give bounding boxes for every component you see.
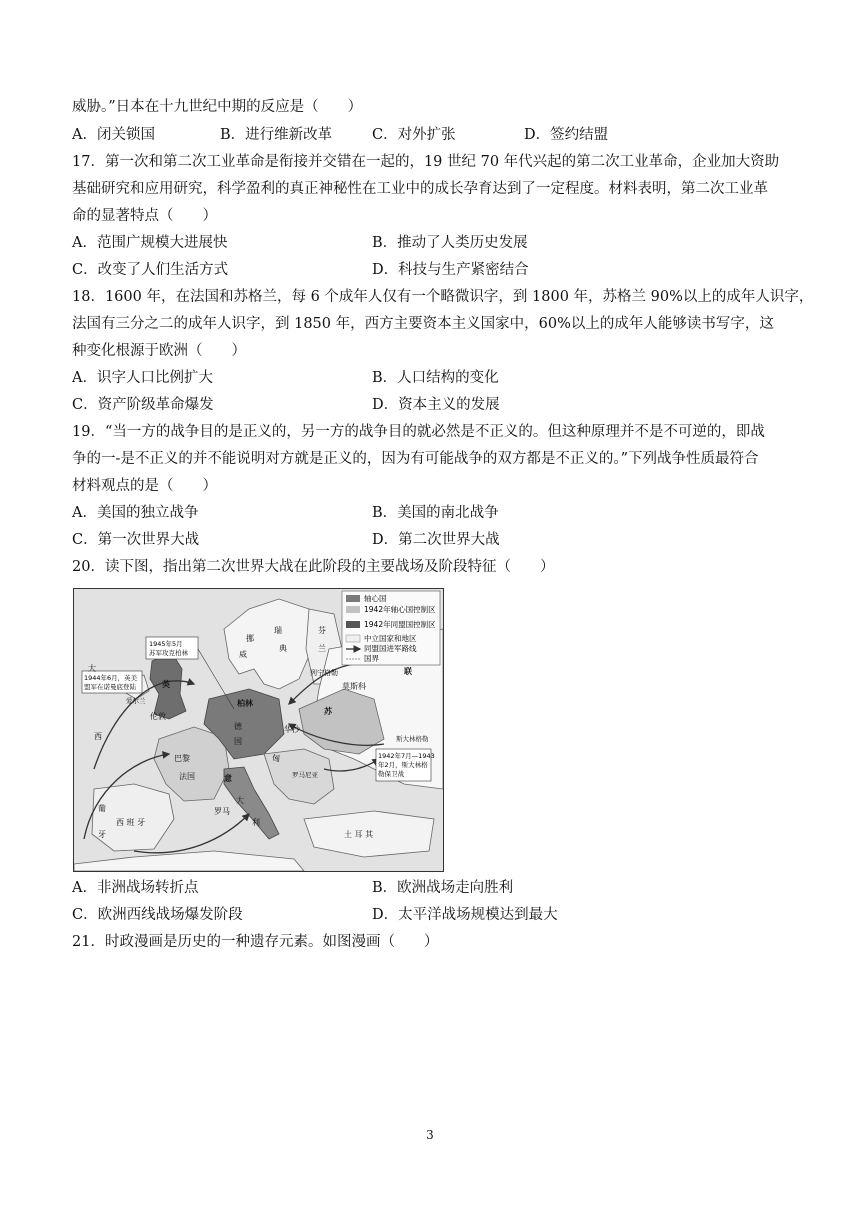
legend-swatch-allied-control — [346, 621, 360, 628]
page-number: 3 — [426, 1128, 434, 1142]
label-yi: 意 — [224, 774, 232, 783]
label-nuo: 挪 — [246, 634, 254, 643]
legend-swatch-axis-control — [346, 606, 360, 613]
q19-option-b: B．美国的南北战争 — [372, 505, 499, 521]
q16-option-a: A．闭关锁国 — [72, 127, 155, 143]
q17-option-c: C．改变了人们生活方式 — [72, 262, 229, 278]
q17-stem-line-2: 基础研究和应用研究，科学盈利的真正神秘性在工业中的成长孕育达到了一定程度。材料表明，第二次工业革 — [72, 181, 768, 197]
q20-option-d: D．太平洋战场规模达到最大 — [372, 907, 558, 923]
label-pu: 葡 — [98, 804, 106, 813]
q17-stem-line-3: 命的显著特点（ ） — [72, 208, 217, 224]
callout-stalingrad-line-1: 1942年7月—1943 — [378, 752, 435, 760]
label-luomaniya: 罗马尼亚 — [292, 771, 318, 779]
q19-stem-line-2: 争的一-是不正义的并不能说明对方就是正义的，因为有可能战争的双方都是不正义的。”下列战争性质最符合 — [72, 451, 759, 467]
legend-axis: 轴心国 — [364, 594, 387, 603]
q18-option-a: A．识字人口比例扩大 — [72, 370, 213, 386]
q17-stem-line-1: 17．第一次和第二次工业革命是衔接并交错在一起的，19 世纪 70 年代兴起的第二次工业革命，企业加大资助 — [72, 154, 780, 170]
label-bolin: 柏林 — [237, 699, 253, 708]
label-da: 大 — [88, 664, 96, 673]
label-dali: 大 — [236, 796, 244, 805]
q17-option-a: A．范围广规模大进展快 — [72, 235, 228, 251]
label-ya: 牙 — [98, 830, 106, 839]
label-xibanya: 西 班 牙 — [116, 818, 146, 827]
legend-axis-control: 1942年轴心国控制区 — [364, 605, 436, 614]
q18-option-c: C．资产阶级革命爆发 — [72, 397, 214, 413]
label-su: 苏 — [324, 707, 332, 716]
label-liening: 列宁格勒 — [310, 669, 338, 677]
q18-option-b: B．人口结构的变化 — [372, 370, 499, 386]
label-bali: 巴黎 — [174, 754, 190, 763]
legend-neutral: 中立国家和地区 — [364, 634, 417, 643]
callout-berlin-line-2: 苏军攻克柏林 — [149, 649, 188, 657]
callout-stalingrad — [376, 749, 435, 781]
q19-stem-line-1: 19．“当一方的战争目的是正义的，另一方的战争目的就必然是不正义的。但这种原理并不是不可逆的，即战 — [72, 424, 765, 440]
q18-stem-line-3: 种变化根源于欧洲（ ） — [72, 343, 246, 359]
callout-normandy-line-2: 盟军在诺曼底登陆 — [84, 683, 136, 691]
label-aierlan: 爱尔兰 — [126, 697, 146, 705]
label-ying: 英 — [162, 680, 170, 689]
label-stalin: 斯大林格勒 — [396, 735, 429, 743]
label-tuerqi: 土 耳 其 — [344, 830, 374, 839]
ww2-europe-map — [73, 588, 444, 872]
label-xi: 西 — [94, 732, 102, 741]
callout-normandy-line-1: 1944年6月，英美 — [84, 674, 138, 682]
q20-stem: 20．读下图，指出第二次世界大战在此阶段的主要战场及阶段特征（ ） — [72, 559, 555, 575]
label-fen: 芬 — [318, 626, 326, 635]
q19-option-c: C．第一次世界大战 — [72, 532, 200, 548]
q17-option-b: B．推动了人类历史发展 — [372, 235, 528, 251]
callout-normandy — [82, 671, 142, 693]
map-legend — [342, 591, 440, 665]
q17-option-d: D．科技与生产紧密结合 — [372, 262, 529, 278]
label-xiong: 匈 — [272, 754, 280, 763]
label-wei: 威 — [239, 650, 247, 659]
q16-stem: 威胁。”日本在十九世纪中期的反应是（ ） — [72, 99, 363, 115]
label-dian: 典 — [279, 644, 287, 653]
q19-option-a: A．美国的独立战争 — [72, 505, 199, 521]
callout-stalingrad-line-2: 年2月，斯大林格 — [378, 761, 428, 769]
label-li: 利 — [252, 818, 260, 827]
q18-stem-line-2: 法国有三分之二的成年人识字，到 1850 年，西方主要资本主义国家中，60%以上的成年人能够读书写字，这 — [72, 316, 774, 332]
q16-option-b: B．进行维新改革 — [220, 127, 333, 143]
q16-option-d: D．签约结盟 — [524, 127, 609, 143]
q18-option-d: D．资本主义的发展 — [372, 397, 500, 413]
q20-option-b: B．欧洲战场走向胜利 — [372, 880, 514, 896]
label-faguo: 法国 — [179, 772, 195, 781]
legend-swatch-axis — [346, 595, 360, 602]
q18-stem-line-1: 18．1600 年，在法国和苏格兰，每 6 个成年人仅有一个略微识字，到 1800 年，苏格兰 90%以上的成年人识字， — [72, 289, 814, 305]
q21-stem: 21．时政漫画是历史的一种遗存元素。如图漫画（ ） — [72, 934, 439, 950]
label-luoma: 罗马 — [214, 807, 230, 816]
label-mosike: 莫斯科 — [342, 682, 366, 691]
legend-allied-control: 1942年同盟国控制区 — [364, 620, 436, 629]
label-rui: 瑞 — [274, 626, 282, 635]
q19-stem-line-3: 材料观点的是（ ） — [72, 478, 217, 494]
label-lian: 联 — [404, 667, 412, 676]
label-lan: 兰 — [318, 644, 326, 653]
label-lundun: 伦敦 — [150, 712, 166, 721]
label-guo: 国 — [234, 737, 242, 746]
label-huasha: 华沙 — [284, 725, 300, 734]
legend-border: 国界 — [364, 654, 379, 663]
q19-option-d: D．第二次世界大战 — [372, 532, 500, 548]
q16-option-c: C．对外扩张 — [372, 127, 456, 143]
legend-swatch-neutral — [346, 635, 360, 642]
callout-berlin-line-1: 1945年5月 — [149, 640, 183, 648]
q20-option-c: C．欧洲西线战场爆发阶段 — [72, 907, 243, 923]
callout-stalingrad-line-3: 勒保卫战 — [378, 770, 404, 778]
legend-route: 同盟国进军路线 — [364, 644, 417, 653]
q20-option-a: A．非洲战场转折点 — [72, 880, 199, 896]
label-de: 德 — [234, 722, 242, 731]
